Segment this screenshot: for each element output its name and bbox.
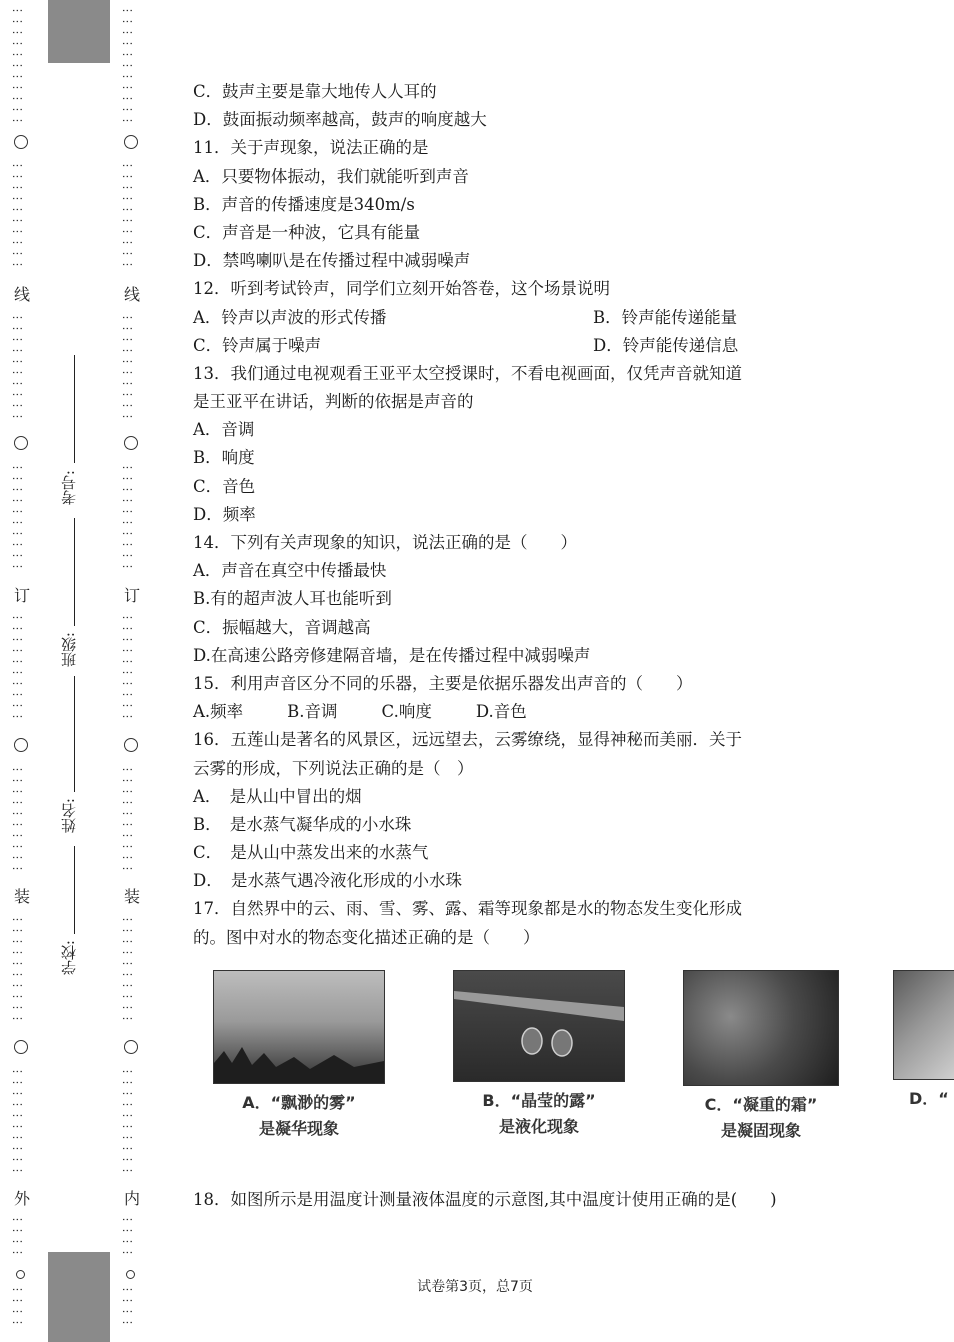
- text-line: D．禁鸣喇叭是在传播过程中减弱噪声: [193, 251, 471, 271]
- question-17: 17．自然界中的云、雨、雪、雾、露、霜等现象都是水的物态发生变化形成: [193, 899, 742, 919]
- question-11: 11．关于声现象，说法正确的是: [193, 138, 429, 158]
- text-line: 是王亚平在讲话，判断的依据是声音的: [193, 392, 474, 412]
- question-16: 16．五莲山是著名的风景区，远远望去，云雾缭绕，显得神秘而美丽．关于: [193, 730, 742, 750]
- text-line: C．音色: [193, 476, 256, 496]
- q15-options-row: [193, 698, 843, 726]
- question-13: 13．我们通过电视观看王亚平太空授课时，不看电视画面，仅凭声音就知道: [193, 363, 742, 383]
- circle-mark: [14, 436, 28, 450]
- dots: ⋮⋮⋮⋮: [121, 1214, 134, 1258]
- question-content: [193, 78, 843, 952]
- circle-mark: [124, 738, 138, 752]
- question-15: 15．利用声音区分不同的乐器，主要是依据乐器发出声音的（ ）: [193, 673, 693, 693]
- dots: ⋮⋮⋮⋮: [121, 1284, 134, 1328]
- text-line: 云雾的形成，下列说法正确的是（ ）: [193, 758, 474, 778]
- text-line: 的。图中对水的物态变化描述正确的是（ ）: [193, 927, 540, 947]
- outer-binding-column: [10, 0, 34, 1342]
- seal-mark-line: 线: [13, 285, 30, 304]
- figure-dew: [453, 970, 625, 1140]
- seal-mark-line: 线: [123, 285, 140, 304]
- dots: ⋮⋮⋮⋮⋮⋮⋮⋮⋮⋮: [11, 160, 24, 270]
- caption-line: C．“凝重的霜”: [704, 1095, 818, 1114]
- dots: ⋮⋮⋮⋮⋮⋮⋮⋮⋮⋮: [11, 312, 24, 422]
- exam-no-label: 考号:: [60, 470, 78, 506]
- figure-fog: [213, 970, 385, 1142]
- fog-photo: [213, 970, 385, 1084]
- dew-photo: [453, 970, 625, 1082]
- seal-mark-staple: 装: [13, 887, 30, 906]
- dots: ⋮⋮⋮⋮⋮⋮⋮⋮⋮⋮: [121, 914, 134, 1024]
- question-12: 12．听到考试铃声，同学们立刻开始答卷，这个场景说明: [193, 279, 610, 299]
- circle-mark: [124, 135, 138, 149]
- seal-mark-bind: 订: [123, 586, 140, 605]
- caption-line: 是凝华现象: [258, 1119, 339, 1138]
- text-line: B.有的超声波人耳也能听到: [193, 589, 392, 609]
- text-line: C．振幅越大，音调越高: [193, 617, 371, 637]
- circle-mark: [14, 135, 28, 149]
- figure-caption: [893, 1086, 950, 1112]
- text-line: C． 是从山中蒸发出来的水蒸气: [193, 843, 429, 863]
- text-line: B．响度: [193, 448, 255, 468]
- inner-binding-column: [120, 0, 144, 1342]
- class-line: [74, 518, 75, 626]
- caption-line: 是液化现象: [498, 1117, 579, 1136]
- dots: ⋮⋮⋮⋮: [11, 1284, 24, 1328]
- figure-frost: [683, 970, 839, 1144]
- name-label: 姓名:: [60, 798, 78, 834]
- option: C.响度: [381, 702, 432, 722]
- text-line: A． 是从山中冒出的烟: [193, 786, 362, 806]
- seal-mark-staple: 装: [123, 887, 140, 906]
- dots: ⋮⋮⋮⋮⋮⋮⋮⋮⋮⋮⋮: [121, 5, 134, 126]
- top-gray-block: [48, 0, 110, 63]
- seal-mark-inner: 内: [123, 1189, 140, 1208]
- option: D．铃声能传递信息: [593, 335, 739, 355]
- dew-drops-icon: [454, 971, 624, 1081]
- exam-no-line: [74, 355, 75, 463]
- circle-mark: [124, 436, 138, 450]
- text-line: A．音调: [193, 420, 255, 440]
- dots: ⋮⋮⋮⋮⋮⋮⋮⋮⋮⋮: [11, 462, 24, 572]
- dots: ⋮⋮⋮⋮⋮⋮⋮⋮⋮⋮: [121, 462, 134, 572]
- question-18: 18．如图所示是用温度计测量液体温度的示意图,其中温度计使用正确的是( ): [193, 1190, 777, 1209]
- circle-mark: [14, 738, 28, 752]
- class-label: 班级:: [60, 632, 78, 668]
- q12-options-row: [193, 332, 843, 360]
- text-line: D． 是水蒸气遇冷液化形成的小水珠: [193, 871, 462, 891]
- caption-line: B．“晶莹的露”: [482, 1091, 596, 1110]
- figure-snow: [893, 970, 950, 1112]
- page-footer: 试卷第3页，总7页: [417, 1279, 533, 1295]
- option: A．铃声以声波的形式传播: [193, 307, 387, 327]
- frost-photo: [683, 970, 839, 1086]
- name-line: [74, 676, 75, 792]
- dots: ⋮⋮⋮⋮⋮⋮⋮⋮⋮⋮: [11, 1066, 24, 1176]
- dots: ⋮⋮⋮⋮⋮⋮⋮⋮⋮⋮: [11, 914, 24, 1024]
- text-line: D.在高速公路旁修建隔音墙，是在传播过程中减弱噪声: [193, 645, 591, 665]
- dots: ⋮⋮⋮⋮⋮⋮⋮⋮⋮⋮: [121, 764, 134, 874]
- caption-line: 是凝固现象: [720, 1121, 801, 1140]
- text-line: D．频率: [193, 504, 256, 524]
- text-line: A．声音在真空中传播最快: [193, 561, 387, 581]
- figure-caption: [213, 1090, 385, 1142]
- text-line: A．只要物体振动，我们就能听到声音: [193, 166, 469, 186]
- school-line: [74, 846, 75, 934]
- dots: ⋮⋮⋮⋮⋮⋮⋮⋮⋮⋮: [121, 612, 134, 722]
- text-line: C．声音是一种波，它具有能量: [193, 222, 421, 242]
- dots: ⋮⋮⋮⋮⋮⋮⋮⋮⋮⋮: [121, 1066, 134, 1176]
- text-line: D．鼓面振动频率越高，鼓声的响度越大: [193, 110, 487, 130]
- option: C．铃声属于噪声: [193, 335, 322, 355]
- caption-line: D．“: [909, 1089, 949, 1108]
- bottom-gray-block: [48, 1252, 110, 1342]
- dots: ⋮⋮⋮⋮⋮⋮⋮⋮⋮⋮: [121, 160, 134, 270]
- dots: ⋮⋮⋮⋮⋮⋮⋮⋮⋮⋮: [121, 312, 134, 422]
- text-line: B．声音的传播速度是340m/s: [193, 194, 415, 214]
- school-label: 学校:: [60, 940, 78, 976]
- figure-caption: [453, 1088, 625, 1140]
- snow-photo: [893, 970, 954, 1080]
- dots: ⋮⋮⋮⋮⋮⋮⋮⋮⋮⋮: [11, 612, 24, 722]
- option: B．铃声能传递能量: [593, 307, 738, 327]
- dots: ⋮⋮⋮⋮⋮⋮⋮⋮⋮⋮⋮: [11, 5, 24, 126]
- dots: ⋮⋮⋮⋮⋮⋮⋮⋮⋮⋮: [11, 764, 24, 874]
- q17-figures: [205, 970, 950, 1150]
- seal-mark-bind: 订: [13, 586, 30, 605]
- circle-mark: [14, 1040, 28, 1054]
- caption-line: A．“飘渺的雾”: [242, 1093, 356, 1112]
- q12-options-row: [193, 304, 843, 332]
- option: B.音调: [287, 702, 338, 722]
- circle-mark: [124, 1040, 138, 1054]
- tree-silhouette-icon: [214, 971, 384, 1083]
- option: D.音色: [475, 702, 527, 722]
- option: A.频率: [193, 702, 244, 722]
- dots: ⋮⋮⋮⋮: [11, 1214, 24, 1258]
- text-line: B． 是水蒸气凝华成的小水珠: [193, 814, 412, 834]
- text-line: C．鼓声主要是靠大地传人人耳的: [193, 82, 437, 101]
- question-14: 14．下列有关声现象的知识，说法正确的是（ ）: [193, 533, 577, 552]
- seal-mark-outer: 外: [13, 1189, 30, 1208]
- figure-caption: [683, 1092, 839, 1144]
